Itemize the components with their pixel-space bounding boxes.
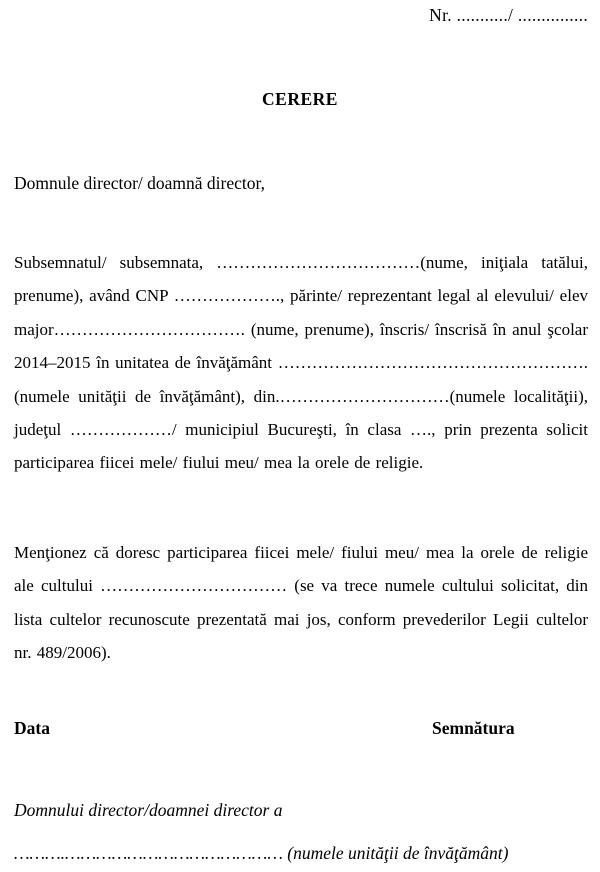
body-paragraph-applicant-details: Subsemnatul/ subsemnata, ………………………………(nume, iniţiala tatălui, prenume), având CNP ………………., părinte/ reprezentant legal al elevului/ elev major……………………………. (nume, prenume), înscris/ înscrisă în anul şcolar 2014–2015 în unitatea de învăţământ ……………………………………………….(numele unităţii de învăţământ), din.…………………………(numele localităţii), judeţul ………………/ municipiul Bucureşti, în clasa …., prin prezenta solicit participarea fiicei mele/ fiului meu/ mea la orele de religie.	[14, 253, 588, 473]
registration-number-line: Nr. .........../ ...............	[429, 5, 588, 25]
signature-label: Semnătura	[432, 718, 515, 738]
date-signature-row	[14, 718, 588, 742]
salutation-line: Domnule director/ doamnă director,	[14, 173, 266, 193]
addressee-line: Domnului director/doamnei director a	[14, 800, 283, 820]
document-title: CERERE	[262, 89, 338, 109]
body-paragraph-religion-request: Menţionez că doresc participarea fiicei mele/ fiului meu/ mea la orele de religie ale cultului …………………………… (se va trece numele cultului solicitat, din lista cultelor recunoscute prezentată mai jos, conform prevederilor Legii cultelor nr. 489/2006).	[14, 543, 588, 663]
date-label: Data	[14, 718, 50, 738]
addressee-school-name-line: ……….…………………………………… (numele unităţii de învăţământ)	[14, 843, 509, 863]
